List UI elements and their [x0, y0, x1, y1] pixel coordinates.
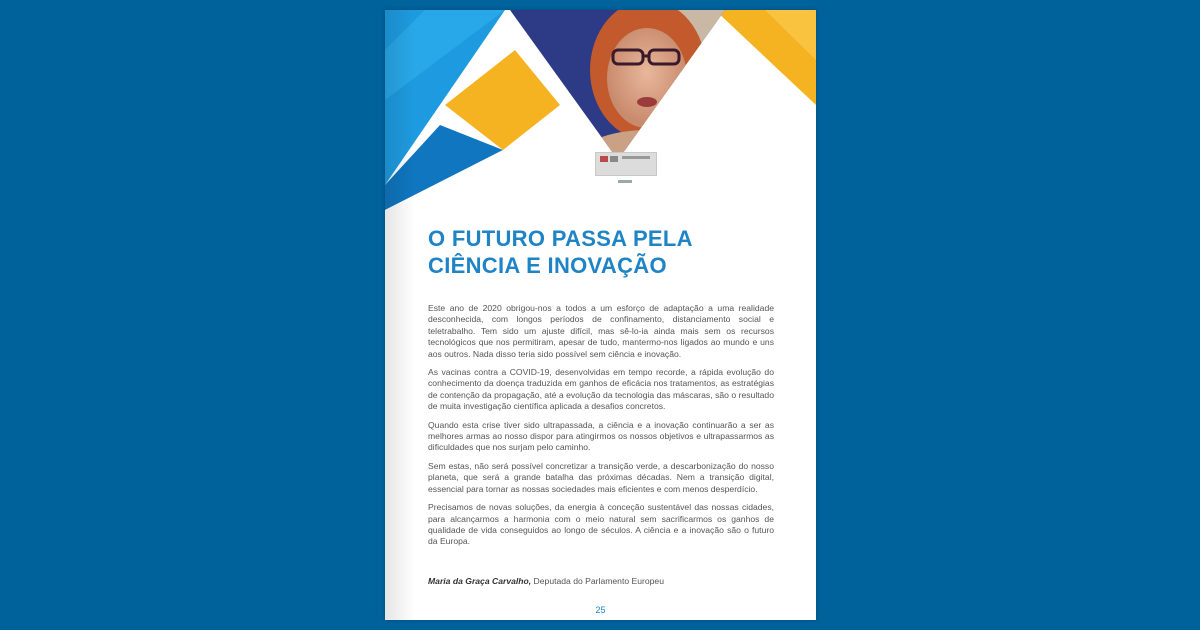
header-graphic	[385, 10, 816, 210]
page-number: 25	[595, 605, 606, 615]
article-signature	[428, 576, 774, 586]
article-paragraph: Precisamos de novas soluções, da energia à conceção sustentável das nossas cidades, para alcançarmos a harmonia com o meio natural sem sacrificarmos os ganhos de qualidade de vida conseguidos ao longo de séculos. A ciência e a inovação são o futuro da Europa.	[428, 502, 774, 547]
video-caption-thumbnail	[595, 152, 657, 176]
article-body	[428, 303, 774, 555]
thumbnail-tile	[600, 156, 608, 162]
article-paragraph: As vacinas contra a COVID-19, desenvolvidas em tempo recorde, a rápida evolução do conhecimento da doença traduzida em ganhos de eficácia nos tratamentos, as estratégias de contenção da propagação, até a evolução da tecnologia das máscaras, são o resultado de muita investigação científica aplicada a desafios concretos.	[428, 367, 774, 412]
thumbnail-text-line	[622, 156, 650, 159]
author-role: Deputada do Parlamento Europeu	[531, 576, 664, 586]
thumbnail-tile	[610, 156, 618, 162]
article-paragraph: Quando esta crise tiver sido ultrapassada, a ciência e a inovação continuarão a ser as melhores armas ao nosso dispor para atingirmos os nossos objetivos e ultrapassarmos as dificuldades que nos surjam pelo caminho.	[428, 419, 774, 453]
magazine-page	[385, 10, 816, 620]
header-triangles	[385, 10, 816, 210]
author-name: Maria da Graça Carvalho,	[428, 576, 532, 586]
article-paragraph: Este ano de 2020 obrigou-nos a todos a um esforço de adaptação a uma realidade desconhecida, com longos períodos de confinamento, distanciamento social e teletrabalho. Tem sido um ajuste difícil, mas sê-lo-ia ainda mais sem os recursos tecnológicos que nos permitiram, apesar de tudo, mantermo-nos ligados ao mundo e uns aos outros. Nada disso teria sido possível sem ciência e inovação.	[428, 303, 774, 359]
article-paragraph: Sem estas, não será possível concretizar a transição verde, a descarbonização do nosso planeta, que será a grande batalha das próximas décadas. Nem a transição digital, essencial para tornar as nossas sociedades mais eficientes e com menos desperdício.	[428, 460, 774, 494]
video-caption-line	[618, 180, 632, 183]
article-title: O FUTURO PASSA PELA CIÊNCIA E INOVAÇÃO	[428, 226, 693, 278]
